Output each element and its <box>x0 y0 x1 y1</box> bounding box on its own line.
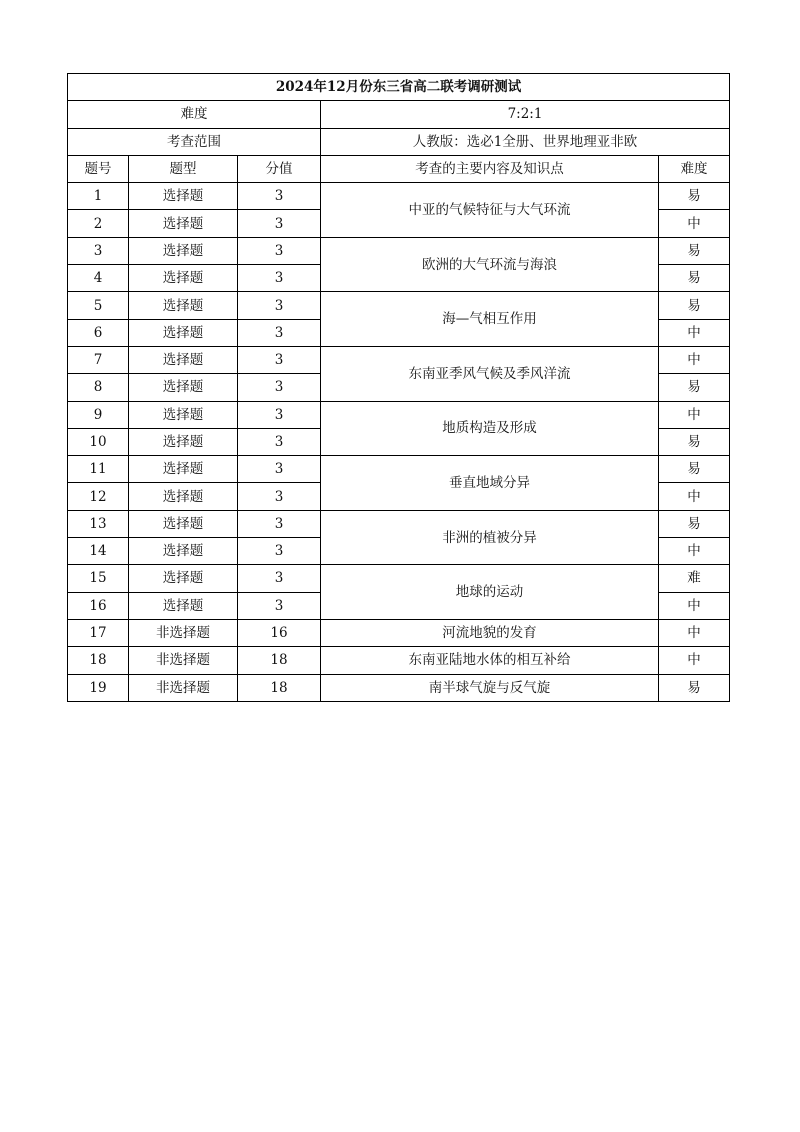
cell-topic: 地质构造及形成 <box>321 401 659 456</box>
cell-topic: 垂直地域分异 <box>321 456 659 511</box>
cell-difficulty: 易 <box>659 428 730 455</box>
table-row <box>68 183 730 210</box>
cell-difficulty: 中 <box>659 619 730 646</box>
cell-type: 选择题 <box>129 319 238 346</box>
cell-difficulty: 中 <box>659 319 730 346</box>
cell-score: 3 <box>238 456 321 483</box>
cell-difficulty: 中 <box>659 647 730 674</box>
cell-number: 17 <box>68 619 129 646</box>
exam-spec-table <box>67 73 730 702</box>
cell-number: 11 <box>68 456 129 483</box>
cell-score: 3 <box>238 428 321 455</box>
table-row <box>68 647 730 674</box>
cell-score: 3 <box>238 210 321 237</box>
difficulty-label: 难度 <box>68 101 321 128</box>
table-row <box>68 619 730 646</box>
cell-score: 3 <box>238 319 321 346</box>
cell-score: 3 <box>238 183 321 210</box>
cell-score: 3 <box>238 237 321 264</box>
cell-type: 选择题 <box>129 237 238 264</box>
cell-number: 8 <box>68 374 129 401</box>
cell-score: 3 <box>238 292 321 319</box>
cell-type: 选择题 <box>129 183 238 210</box>
header-topic: 考查的主要内容及知识点 <box>321 155 659 182</box>
difficulty-ratio: 7:2:1 <box>321 101 730 128</box>
cell-difficulty: 中 <box>659 210 730 237</box>
title-row <box>68 74 730 101</box>
cell-topic: 南半球气旋与反气旋 <box>321 674 659 701</box>
cell-number: 3 <box>68 237 129 264</box>
cell-number: 1 <box>68 183 129 210</box>
cell-difficulty: 中 <box>659 483 730 510</box>
table-row <box>68 237 730 264</box>
cell-difficulty: 中 <box>659 592 730 619</box>
cell-type: 非选择题 <box>129 674 238 701</box>
table-row <box>68 510 730 537</box>
cell-type: 非选择题 <box>129 647 238 674</box>
cell-type: 非选择题 <box>129 619 238 646</box>
cell-topic: 东南亚陆地水体的相互补给 <box>321 647 659 674</box>
cell-number: 4 <box>68 265 129 292</box>
cell-number: 16 <box>68 592 129 619</box>
cell-number: 6 <box>68 319 129 346</box>
cell-difficulty: 易 <box>659 237 730 264</box>
cell-number: 7 <box>68 346 129 373</box>
cell-score: 3 <box>238 565 321 592</box>
scope-value: 人教版：选必1全册、世界地理亚非欧 <box>321 128 730 155</box>
table-row <box>68 456 730 483</box>
cell-score: 18 <box>238 674 321 701</box>
header-type: 题型 <box>129 155 238 182</box>
cell-score: 16 <box>238 619 321 646</box>
cell-score: 3 <box>238 483 321 510</box>
difficulty-row <box>68 101 730 128</box>
cell-score: 3 <box>238 346 321 373</box>
cell-type: 选择题 <box>129 538 238 565</box>
table-row <box>68 292 730 319</box>
header-difficulty: 难度 <box>659 155 730 182</box>
cell-difficulty: 易 <box>659 265 730 292</box>
table-body <box>68 74 730 702</box>
cell-difficulty: 易 <box>659 456 730 483</box>
cell-difficulty: 易 <box>659 374 730 401</box>
cell-score: 3 <box>238 592 321 619</box>
cell-score: 3 <box>238 510 321 537</box>
cell-type: 选择题 <box>129 592 238 619</box>
cell-difficulty: 难 <box>659 565 730 592</box>
cell-number: 13 <box>68 510 129 537</box>
cell-difficulty: 中 <box>659 538 730 565</box>
table-row <box>68 674 730 701</box>
cell-score: 3 <box>238 401 321 428</box>
cell-difficulty: 中 <box>659 346 730 373</box>
cell-topic: 地球的运动 <box>321 565 659 620</box>
cell-type: 选择题 <box>129 428 238 455</box>
cell-topic: 东南亚季风气候及季风洋流 <box>321 346 659 401</box>
header-number: 题号 <box>68 155 129 182</box>
cell-number: 15 <box>68 565 129 592</box>
cell-type: 选择题 <box>129 510 238 537</box>
cell-type: 选择题 <box>129 265 238 292</box>
cell-type: 选择题 <box>129 401 238 428</box>
cell-difficulty: 易 <box>659 674 730 701</box>
cell-number: 19 <box>68 674 129 701</box>
cell-type: 选择题 <box>129 346 238 373</box>
cell-number: 14 <box>68 538 129 565</box>
cell-topic: 非洲的植被分异 <box>321 510 659 565</box>
cell-type: 选择题 <box>129 210 238 237</box>
table-row <box>68 346 730 373</box>
scope-row <box>68 128 730 155</box>
cell-difficulty: 易 <box>659 510 730 537</box>
cell-number: 5 <box>68 292 129 319</box>
cell-type: 选择题 <box>129 292 238 319</box>
cell-type: 选择题 <box>129 565 238 592</box>
cell-number: 12 <box>68 483 129 510</box>
cell-number: 10 <box>68 428 129 455</box>
cell-number: 9 <box>68 401 129 428</box>
cell-topic: 欧洲的大气环流与海浪 <box>321 237 659 292</box>
document-title: 2024年12月份东三省高二联考调研测试 <box>68 74 730 101</box>
cell-topic: 海—气相互作用 <box>321 292 659 347</box>
cell-score: 3 <box>238 265 321 292</box>
cell-topic: 河流地貌的发育 <box>321 619 659 646</box>
cell-number: 18 <box>68 647 129 674</box>
cell-score: 18 <box>238 647 321 674</box>
cell-type: 选择题 <box>129 483 238 510</box>
table-row <box>68 401 730 428</box>
table-row <box>68 565 730 592</box>
cell-topic: 中亚的气候特征与大气环流 <box>321 183 659 238</box>
cell-type: 选择题 <box>129 456 238 483</box>
header-score: 分值 <box>238 155 321 182</box>
cell-difficulty: 易 <box>659 292 730 319</box>
cell-difficulty: 易 <box>659 183 730 210</box>
cell-score: 3 <box>238 374 321 401</box>
cell-type: 选择题 <box>129 374 238 401</box>
header-row <box>68 155 730 182</box>
scope-label: 考查范围 <box>68 128 321 155</box>
cell-score: 3 <box>238 538 321 565</box>
exam-spec-sheet <box>67 73 729 702</box>
cell-number: 2 <box>68 210 129 237</box>
cell-difficulty: 中 <box>659 401 730 428</box>
